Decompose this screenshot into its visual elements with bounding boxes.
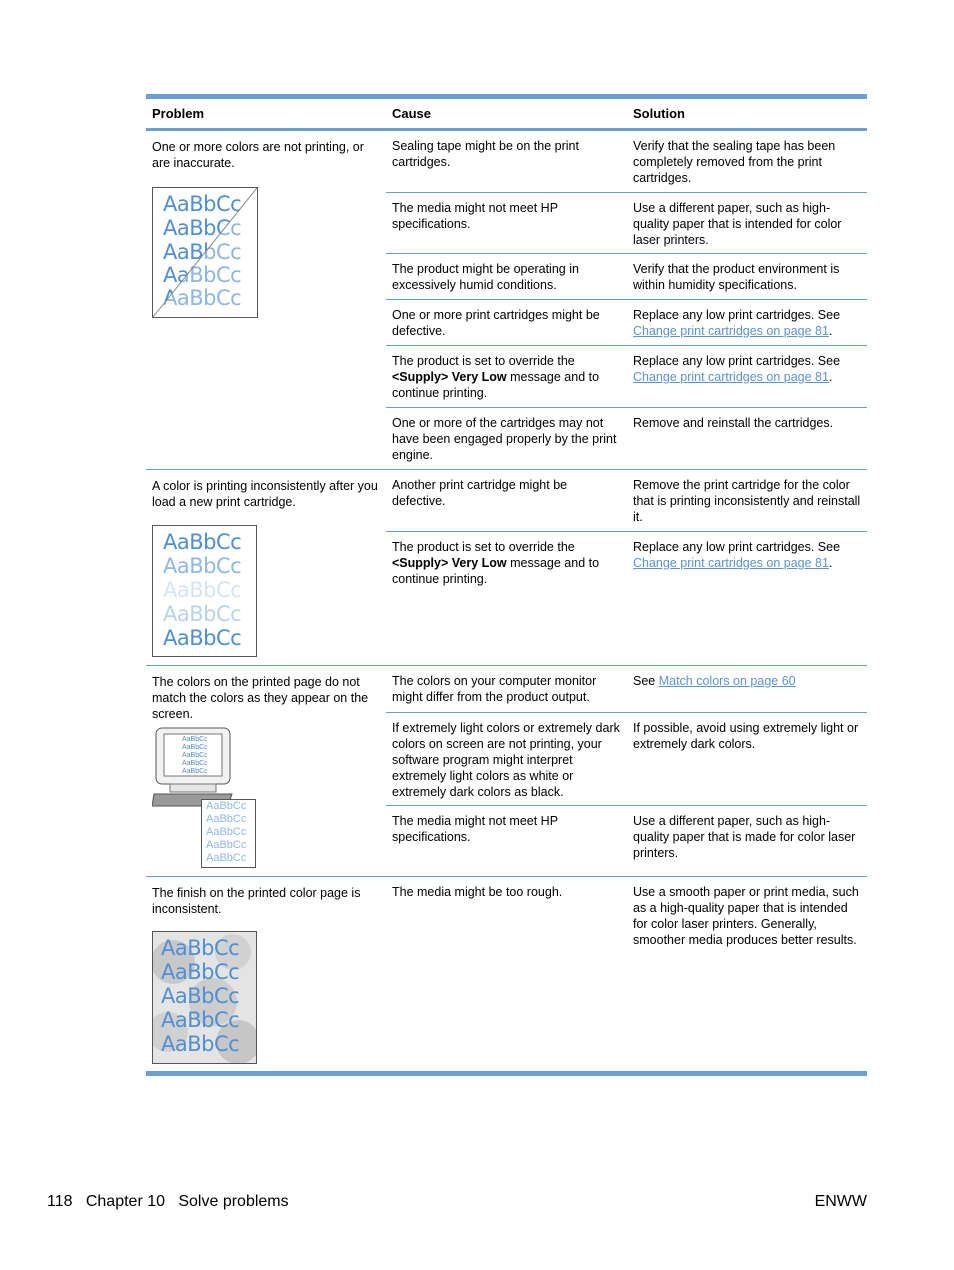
cause-cell: Another print cartridge might be defective. — [392, 478, 568, 508]
table-row — [386, 131, 867, 192]
sample-uneven-finish-image — [152, 931, 257, 1064]
cause-cell: The media might be too rough. — [392, 885, 563, 899]
monitor-and-page-image — [152, 726, 258, 866]
printed-page-sample — [201, 799, 256, 868]
solution-cell: Use a different paper, such as high-quality paper that is intended for color laser printers. — [633, 201, 842, 247]
footer-page-info: 118 Chapter 10 Solve problems — [47, 1193, 289, 1210]
solution-cell — [627, 666, 867, 712]
cause-text-end: message and to continue printing. — [392, 556, 600, 586]
cause-cell: If extremely light colors or extremely dark colors on screen are not printing, your software program might interpret extremely light colors as white or extremely dark colors as black. — [392, 721, 620, 799]
table-row — [386, 470, 867, 531]
sample-faded-crossed-image — [152, 187, 258, 318]
cause-cell: The media might not meet HP specifications. — [392, 814, 558, 844]
sample-line: AaBbCc — [161, 936, 240, 960]
header-cause: Cause — [392, 106, 432, 121]
cause-cell: One or more of the cartridges may not have been engaged properly by the print engine. — [392, 416, 617, 462]
solution-cell — [627, 346, 867, 407]
table-row — [386, 253, 867, 299]
cause-cell — [386, 532, 627, 664]
solution-text-end: . — [828, 324, 833, 338]
table-row — [386, 345, 867, 407]
sample-line: AaBbCc — [163, 626, 242, 650]
table-header — [146, 99, 867, 128]
table-row — [386, 712, 867, 805]
solution-text: See — [633, 674, 659, 688]
solution-cell — [627, 532, 867, 664]
solution-text: Replace any low print cartridges. See — [633, 354, 841, 368]
sample-line: AaBbCc — [163, 602, 242, 626]
problem-text: The finish on the printed color page is inconsistent. — [152, 886, 361, 916]
link-change-print-cartridges[interactable]: Change print cartridges on page 81 — [633, 324, 829, 338]
problem-group-inconsistent-finish — [146, 877, 867, 1071]
diagonal-cut-overlay — [153, 188, 257, 317]
header-solution: Solution — [633, 106, 685, 121]
solution-cell: Use a smooth paper or print media, such as a high-quality paper that is intended for color laser printers. Generally, smoother media produces better results. — [633, 885, 859, 947]
solution-text: Replace any low print cartridges. See — [633, 308, 841, 322]
problem-group-missing-colors — [146, 131, 867, 470]
table-row — [386, 192, 867, 253]
sample-line: AaBbCc — [161, 1032, 240, 1056]
link-change-print-cartridges[interactable]: Change print cartridges on page 81 — [633, 370, 829, 384]
screen-sample-text — [182, 736, 208, 776]
cause-text: The product is set to override the — [392, 354, 575, 368]
sample-line: AaBbCc — [161, 984, 240, 1008]
page-line: AaBbCc — [206, 826, 247, 838]
sample-line: AaBbCc — [163, 216, 242, 240]
screen-line: AaBbCc — [182, 752, 208, 759]
screen-line: AaBbCc — [182, 760, 208, 767]
sample-line: AaBbCc — [161, 1008, 240, 1032]
table-row — [386, 299, 867, 345]
cause-cell: The product might be operating in excessively humid conditions. — [392, 262, 579, 292]
solution-text: Replace any low print cartridges. See — [633, 540, 841, 554]
cause-cell: The colors on your computer monitor might differ from the product output. — [392, 674, 597, 704]
link-change-print-cartridges[interactable]: Change print cartridges on page 81 — [633, 556, 829, 570]
sample-line: AaBbCc — [161, 960, 240, 984]
problem-group-inconsistent-color — [146, 470, 867, 666]
problem-group-color-mismatch — [146, 666, 867, 877]
table-row — [386, 666, 867, 712]
page-line: AaBbCc — [206, 800, 247, 812]
message-name: <Supply> Very Low — [392, 370, 507, 384]
table-row — [386, 805, 867, 875]
sample-line: AaBbCc — [163, 286, 242, 310]
header-problem: Problem — [152, 106, 205, 121]
solution-cell: Verify that the sealing tape has been completely removed from the print cartridges. — [633, 139, 836, 185]
solution-text-end: . — [828, 370, 833, 384]
sample-line: AaBbCc — [163, 578, 242, 602]
sample-line: AaBbCc — [163, 530, 242, 554]
page-line: AaBbCc — [206, 852, 247, 864]
solution-cell: Remove and reinstall the cartridges. — [633, 416, 834, 430]
sample-line: AaBbCc — [163, 263, 242, 287]
table-row — [386, 877, 867, 1071]
sample-line: AaBbCc — [163, 554, 242, 578]
problem-text: One or more colors are not printing, or are inaccurate. — [152, 140, 364, 170]
solution-cell — [627, 300, 867, 345]
solution-cell: Remove the print cartridge for the color that is printing inconsistently and reinstall it. — [633, 478, 861, 524]
problem-text: A color is printing inconsistently after you load a new print cartridge. — [152, 479, 378, 509]
screen-line: AaBbCc — [182, 736, 208, 743]
footer-locale: ENWW — [814, 1193, 867, 1210]
solution-cell: If possible, avoid using extremely light or extremely dark colors. — [633, 721, 859, 751]
cause-text: The product is set to override the — [392, 540, 575, 554]
table-row — [386, 531, 867, 664]
screen-line: AaBbCc — [182, 744, 208, 751]
solution-text-end: . — [828, 556, 833, 570]
cause-text-end: message and to continue printing. — [392, 370, 600, 400]
table-row — [386, 407, 867, 469]
page-line: AaBbCc — [206, 839, 247, 851]
cause-cell: Sealing tape might be on the print cartridges. — [392, 139, 579, 169]
sample-inconsistent-color-image — [152, 525, 257, 657]
solution-cell: Verify that the product environment is within humidity specifications. — [633, 262, 840, 292]
cause-cell — [386, 346, 627, 407]
message-name: <Supply> Very Low — [392, 556, 507, 570]
solution-cell: Use a different paper, such as high-quality paper that is made for color laser printers. — [633, 814, 856, 860]
link-match-colors[interactable]: Match colors on page 60 — [658, 674, 796, 688]
sample-line: AaBbCc — [163, 192, 242, 216]
page-line: AaBbCc — [206, 813, 247, 825]
cause-cell: One or more print cartridges might be defective. — [392, 308, 600, 338]
troubleshooting-table — [146, 94, 867, 1076]
cause-cell: The media might not meet HP specifications. — [392, 201, 558, 231]
sample-line: AaBbCc — [163, 240, 242, 264]
screen-line: AaBbCc — [182, 768, 208, 775]
table-bottom-rule — [146, 1071, 867, 1076]
problem-text: The colors on the printed page do not match the colors as they appear on the screen. — [152, 675, 369, 721]
